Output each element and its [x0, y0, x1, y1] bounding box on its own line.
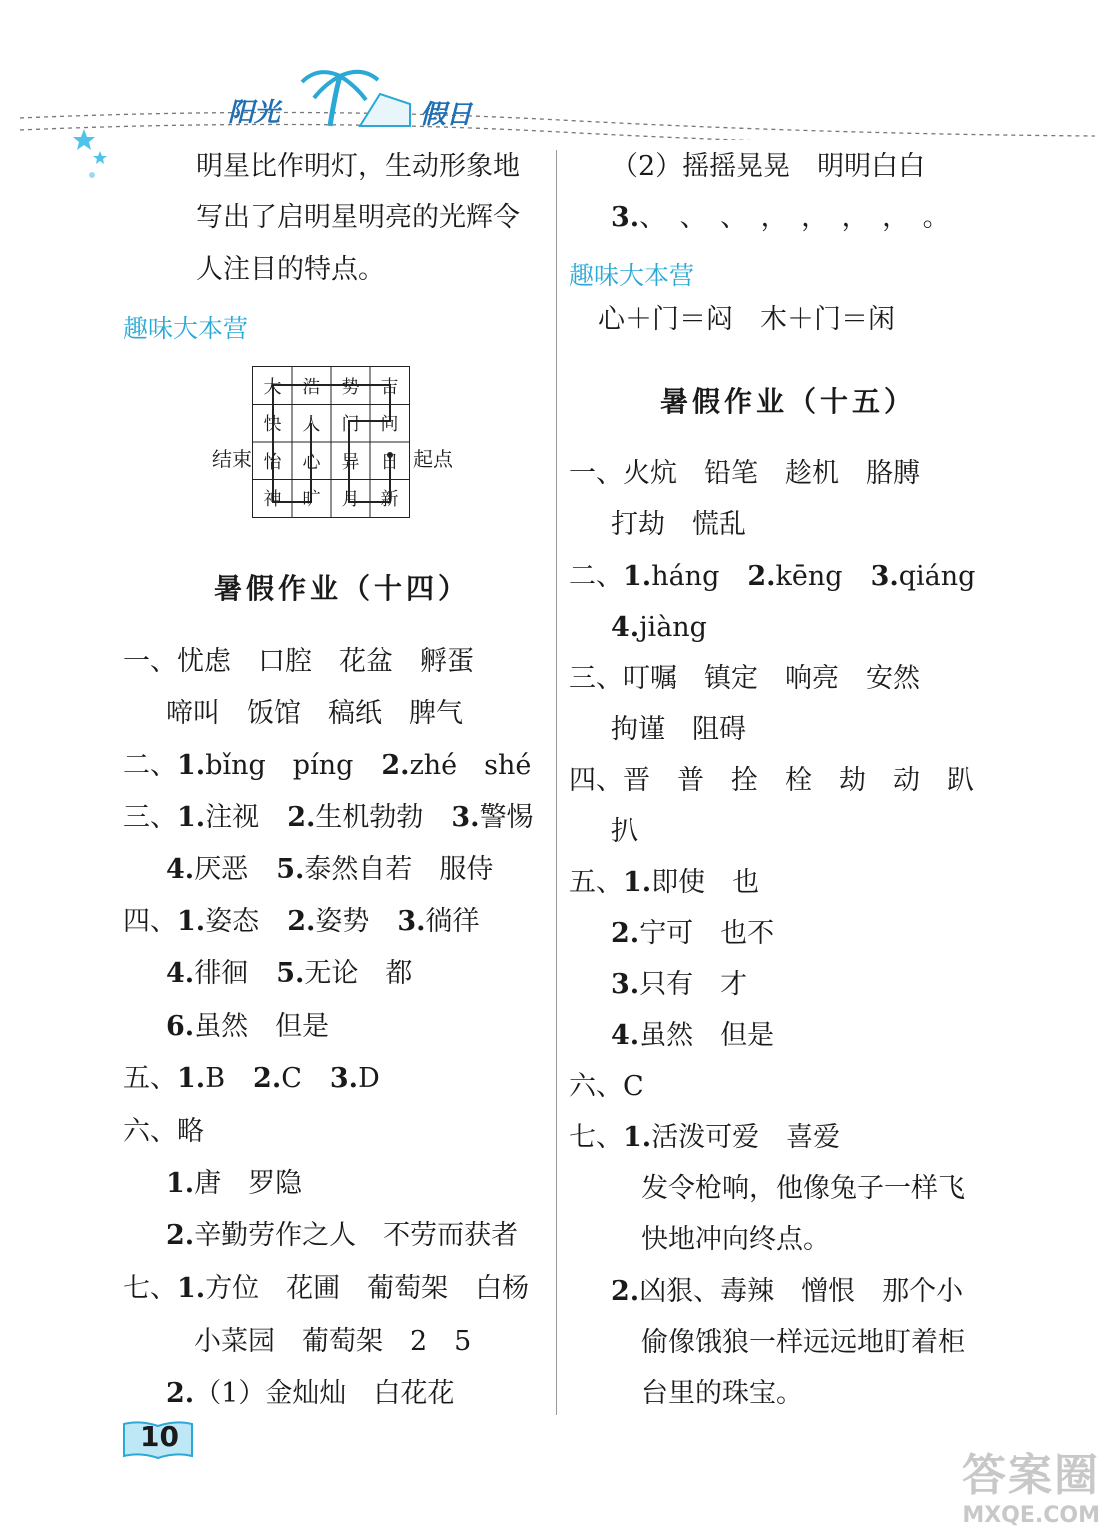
fun-heading-right: 趣味大本营: [569, 261, 695, 290]
l-four-4: 徘徊: [194, 958, 249, 989]
r-seven-2: 凶狠、毒辣 憎恨 那个小: [639, 1276, 964, 1307]
l-four-3: 徜徉: [425, 906, 480, 937]
r-top-a: （2）摇摇晃晃 明明白白: [611, 151, 926, 182]
l-four-n4: 4.: [166, 958, 195, 989]
r-five-n3: 3.: [611, 969, 640, 1000]
grid-cell: 日: [380, 451, 399, 473]
r-four-b: 扒: [611, 816, 638, 847]
r-seven-n1: 1.: [623, 1122, 652, 1153]
r-two-n3: 3.: [870, 561, 899, 592]
r-five-3: 只有 才: [639, 969, 748, 1000]
l-three-3: 警惕: [479, 802, 534, 833]
l-five: [123, 1062, 380, 1096]
l-four-2: 姿势: [315, 906, 370, 937]
r-top-3: 、 、 、 ， ， ， ， 。: [639, 202, 950, 233]
l-three-n3: 3.: [451, 802, 480, 833]
r-five-n2: 2.: [611, 918, 640, 949]
r-five-c: [611, 968, 747, 1002]
l-five-prefix: 五、: [123, 1063, 177, 1094]
grid-cell: 大: [263, 376, 282, 398]
r-six: 六、C: [569, 1071, 644, 1102]
l-five-n1: 1.: [177, 1063, 206, 1094]
page-number: 10: [140, 1420, 179, 1453]
r-three-a: 三、叮嘱 镇定 响亮 安然: [569, 663, 920, 694]
r-two-n4: 4.: [611, 612, 640, 643]
l-seven-a: [123, 1272, 529, 1306]
r-seven-1: 活泼可爱 喜爱: [651, 1122, 841, 1153]
l-seven-c: [166, 1377, 454, 1411]
l-four-prefix: 四、: [123, 906, 177, 937]
l-three-a: [123, 801, 534, 835]
l-seven-n2: 2.: [166, 1378, 195, 1409]
l-seven-b: 小菜园 葡萄架 2 5: [194, 1326, 472, 1357]
l-four-c: [166, 1010, 329, 1044]
r-two-prefix: 二、: [569, 561, 623, 592]
l-two-1: bǐng píng: [205, 750, 354, 781]
l-three-2: 生机勃勃: [315, 802, 424, 833]
l-six-n1: 1.: [166, 1168, 195, 1199]
l-two-n2: 2.: [381, 750, 410, 781]
column-divider: [556, 150, 557, 1415]
r-two-a: [569, 560, 975, 594]
grid-cell: 新: [380, 489, 399, 511]
r-five-d: [611, 1019, 774, 1053]
grid-cell: 快: [263, 414, 282, 436]
r-seven-c: 快地冲向终点。: [641, 1224, 830, 1255]
l-two-prefix: 二、: [123, 750, 177, 781]
l-five-n3: 3.: [329, 1063, 359, 1094]
r-five-2: 宁可 也不: [639, 918, 775, 949]
l-two-n1: 1.: [177, 750, 206, 781]
r-one-b: 打劫 慌乱: [611, 509, 746, 540]
grid-cell: 心: [302, 451, 321, 473]
r-five-b: [611, 917, 774, 951]
grid-cell: 旷: [302, 489, 321, 511]
grid-cell: 门: [341, 414, 360, 436]
star-icon: [70, 125, 120, 195]
watermark: [962, 1439, 1100, 1528]
l-five-n2: 2.: [253, 1063, 282, 1094]
grid-cell: 浩: [302, 376, 321, 398]
l-six-1: [166, 1167, 302, 1201]
r-two-b: [611, 611, 707, 645]
l-three-n1: 1.: [177, 802, 206, 833]
l-six-2: [166, 1219, 518, 1253]
watermark-big: 答案圈: [962, 1450, 1100, 1501]
r-two-1: háng: [651, 561, 720, 592]
l-four-6: 虽然 但是: [194, 1011, 330, 1042]
l-four-n5: 5.: [276, 958, 305, 989]
grid-cell: 人: [302, 414, 321, 436]
grid-cell: 怡: [263, 451, 282, 473]
r-two-3: qiáng: [898, 561, 976, 592]
l-four-n1: 1.: [177, 906, 206, 937]
l-two-2: zhé shé: [409, 750, 532, 781]
l-three-n5: 5.: [276, 854, 305, 885]
l-three-n4: 4.: [166, 854, 195, 885]
l-one-b: 啼叫 饭馆 稿纸 脾气: [166, 698, 463, 729]
l-four-n6: 6.: [166, 1011, 195, 1042]
l-three-prefix: 三、: [123, 802, 177, 833]
intro-line-3: 人注目的特点。: [196, 254, 385, 285]
l-six-2-text: 辛勤劳作之人 不劳而获者: [194, 1220, 519, 1251]
watermark-small: MXQE.COM: [962, 1503, 1100, 1528]
section-title-14: 暑假作业（十四）: [214, 572, 471, 605]
l-four-a: [123, 905, 480, 939]
r-seven-b: 发令枪响，他像兔子一样飞: [641, 1173, 965, 1204]
fun-heading-left: 趣味大本营: [123, 314, 249, 343]
logo-text-left: 阳光: [228, 98, 281, 128]
puzzle-end-label: 结束: [212, 447, 252, 471]
grid-cell: 吉: [380, 376, 399, 398]
l-six: 六、略: [123, 1116, 204, 1147]
l-six-1-text: 唐 罗隐: [194, 1168, 303, 1199]
grid-cell: 月: [341, 489, 360, 511]
r-two-n1: 1.: [623, 561, 652, 592]
intro-line-1: 明星比作明灯，生动形象地: [196, 151, 520, 182]
l-three-5: 泰然自若 服侍: [304, 854, 494, 885]
logo-text-right: 假日: [420, 100, 473, 130]
l-seven-1: 方位 花圃 葡萄架 白杨: [205, 1273, 530, 1304]
grid-cell: 问: [380, 414, 399, 436]
l-three-b: [166, 853, 493, 887]
l-three-1: 注视: [205, 802, 260, 833]
r-two-4: jiàng: [639, 612, 707, 643]
l-five-2: C: [281, 1063, 302, 1094]
r-five-n1: 1.: [623, 867, 652, 898]
l-seven-prefix: 七、: [123, 1273, 177, 1304]
l-seven-n1: 1.: [177, 1273, 206, 1304]
l-seven-2: （1）金灿灿 白花花: [194, 1378, 455, 1409]
r-top-n3: 3.: [611, 202, 640, 233]
header-dotted-line: [0, 70, 1110, 140]
r-one-a: 一、火炕 铅笔 趁机 胳膊: [569, 458, 920, 489]
grid-cell: 神: [263, 489, 282, 511]
r-five-1: 即使 也: [651, 867, 760, 898]
r-seven-d: [611, 1275, 963, 1309]
r-five-4: 虽然 但是: [639, 1020, 775, 1051]
l-one-a: 一、忧虑 口腔 花盆 孵蛋: [123, 646, 474, 677]
l-four-n2: 2.: [287, 906, 316, 937]
r-three-b: 拘谨 阻碍: [611, 714, 746, 745]
r-top-b: [611, 201, 950, 235]
r-seven-n2: 2.: [611, 1276, 640, 1307]
r-seven-prefix: 七、: [569, 1122, 623, 1153]
l-four-1: 姿态: [205, 906, 260, 937]
r-five-prefix: 五、: [569, 867, 623, 898]
r-fun-answer: 心＋门＝闷 木＋门＝闲: [598, 304, 895, 335]
l-five-3: D: [358, 1063, 380, 1094]
section-title-15: 暑假作业（十五）: [660, 385, 917, 418]
intro-line-2: 写出了启明星明亮的光辉令: [196, 202, 520, 233]
l-five-1: B: [205, 1063, 226, 1094]
grid-cell: 势: [341, 376, 360, 398]
l-three-n2: 2.: [287, 802, 316, 833]
r-five-n4: 4.: [611, 1020, 640, 1051]
r-four-a: 四、晋 普 拴 栓 劫 动 趴: [569, 765, 974, 796]
l-two: [123, 749, 531, 783]
l-four-5: 无论 都: [304, 958, 413, 989]
grid-cell: 异: [341, 451, 360, 473]
header-logo: [210, 64, 500, 134]
word-puzzle-grid: [252, 366, 410, 518]
l-four-b: [166, 957, 412, 991]
r-seven-e: 偷像饿狼一样远远地盯着柜: [641, 1327, 965, 1358]
l-three-4: 厌恶: [194, 854, 249, 885]
l-six-n2: 2.: [166, 1220, 195, 1251]
r-seven-f: 台里的珠宝。: [641, 1378, 803, 1409]
r-five-a: [569, 866, 759, 900]
r-two-2: kēng: [775, 561, 843, 592]
r-seven-a: [569, 1121, 840, 1155]
r-two-n2: 2.: [747, 561, 776, 592]
puzzle-start-label: 起点: [413, 447, 453, 471]
l-four-n3: 3.: [397, 906, 426, 937]
